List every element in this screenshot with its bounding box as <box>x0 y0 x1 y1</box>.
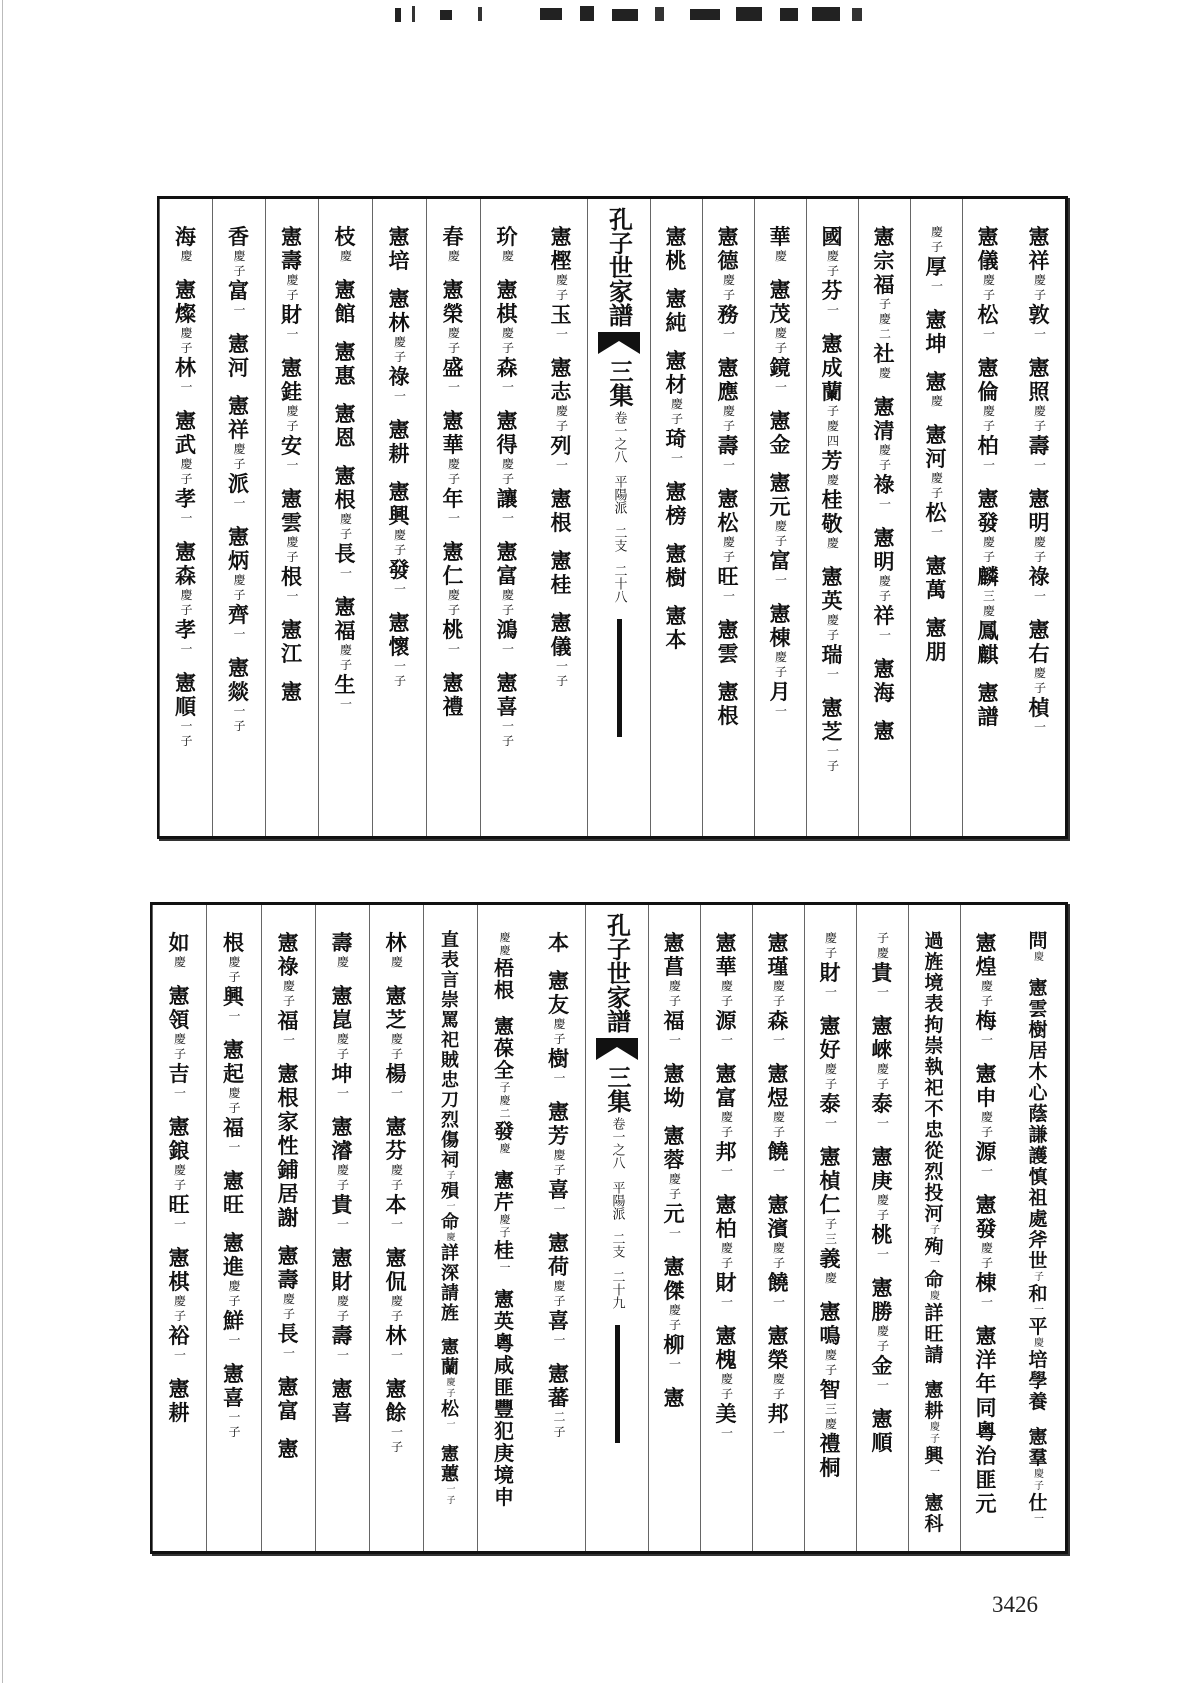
fishtail-mark-icon <box>598 332 640 354</box>
lineage-column: 憲 祿 慶 子 福 一 憲 根 家 性 鋪 居 謝 憲 壽 慶 子 長 一 憲 富 憲 <box>261 905 316 1551</box>
lineage-column: 憲 華 慶 子 源 一 憲 富 慶 子 邦 一 憲 柏 慶 子 財 一 憲 槐 慶 子 美 一 <box>700 905 753 1551</box>
lineage-column: 慶 子 財 一 憲 好 慶 子 泰 一 憲 楨 仁 子 三 義 慶 憲 鳴 慶 子 智 三 慶 禮 桐 <box>804 905 857 1551</box>
volume-label: 卷一之八 <box>609 1117 625 1169</box>
lineage-column: 憲 祥 慶 子 敦 一 憲 照 慶 子 壽 一 憲 明 慶 子 祿 一 憲 右 慶 子 楨 一 <box>1028 224 1052 734</box>
lineage-column: 林 慶 憲 芝 慶 子 楊 一 憲 芬 慶 子 本 一 憲 侃 慶 子 林 一 憲 餘 一 子 <box>369 905 424 1551</box>
lineage-column: 春 慶 憲 榮 慶 子 盛 一 憲 華 慶 子 年 一 憲 仁 慶 子 桃 一 憲 禮 <box>426 199 481 836</box>
branch-label: 平陽派 <box>609 1181 625 1220</box>
lineage-column: 玠 慶 憲 棋 慶 子 森 一 憲 得 慶 子 讓 一 憲 富 慶 子 鴻 一 憲 喜 一 子 <box>480 199 535 836</box>
section-label: 二支 <box>611 526 627 552</box>
lineage-column: 華 慶 憲 茂 慶 子 鏡 一 憲 金 憲 元 慶 子 富 一 憲 棟 慶 子 月 一 <box>754 199 807 836</box>
volume-label: 卷一之八 <box>611 411 627 463</box>
lineage-column: 憲 壽 慶 子 財 一 憲 銈 慶 子 安 一 憲 雲 慶 子 根 一 憲 江 憲 <box>265 199 319 836</box>
lineage-column: 本 憲 友 慶 子 樹 一 憲 芳 慶 子 喜 一 憲 荷 慶 子 喜 一 憲 蕃 二 子 <box>548 930 571 1439</box>
branch-label: 平陽派 <box>611 475 627 514</box>
genealogy-page-upper <box>157 196 1068 839</box>
lineage-column: 憲 樫 慶 子 玉 一 憲 志 慶 子 列 一 憲 根 憲 桂 憲 儀 一 子 <box>550 224 574 688</box>
lineage-column: 慶 子 厚 一 憲 坤 憲 慶 憲 河 慶 子 松 一 憲 萬 憲 朋 <box>910 199 963 836</box>
lineage-column: 憲 德 慶 子 務 一 憲 應 慶 子 壽 一 憲 松 慶 子 旺 一 憲 雲 憲 根 <box>702 199 755 836</box>
scan-left-edge <box>2 0 3 1683</box>
lineage-column: 過 旌 境 表 拘 崇 執 祀 不 忠 從 烈 投 河 子 殉 一 命 慶 詳 旺 請 憲 耕 慶 子 興 一 憲 科 <box>908 905 961 1551</box>
collection-label: 三集 <box>605 359 634 407</box>
page-number: 3426 <box>992 1592 1038 1617</box>
lineage-column: 根 慶 子 興 一 憲 起 慶 子 福 一 憲 旺 憲 進 慶 子 鮮 一 憲 喜 一 子 <box>206 905 262 1551</box>
lineage-column: 枝 慶 憲 館 憲 惠 憲 恩 憲 根 慶 子 長 一 憲 福 慶 子 生 一 <box>318 199 373 836</box>
lineage-column: 慶 慶 梧 根 憲 葆 全 子 慶 二 發 慶 憲 芹 慶 子 桂 一 憲 英 粵 咸 匪 豐 犯 庚 境 申 <box>477 905 532 1551</box>
lineage-column: 憲 桃 憲 純 憲 材 慶 子 琦 一 憲 榜 憲 樹 憲 本 <box>650 199 703 836</box>
fishtail-mark-icon <box>596 1038 638 1060</box>
lineage-column: 憲 菖 慶 子 福 一 憲 坳 憲 蓉 慶 子 元 一 憲 傑 慶 子 柳 一 憲 <box>648 905 701 1551</box>
center-rule <box>617 619 622 737</box>
lineage-column: 海 慶 憲 燦 慶 子 林 一 憲 武 慶 子 孝 一 憲 森 慶 子 孝 一 憲 順 一 子 <box>159 199 213 836</box>
lineage-column: 如 慶 憲 領 慶 子 吉 一 憲 鋃 慶 子 旺 一 憲 棋 慶 子 裕 一 憲 耕 <box>152 905 207 1551</box>
scan-top-edge-artifacts <box>0 0 1190 26</box>
center-rule <box>615 1325 620 1443</box>
lineage-column: 問 慶 憲 雲 樹 居 木 心 蔭 謙 護 慎 祖 處 斧 世 子 和 一 平 慶 培 學 養 憲 羣 慶 子 仕 一 <box>1028 930 1050 1525</box>
book-title: 孔子世家譜 <box>602 913 632 1033</box>
lineage-column: 憲 瑾 慶 子 森 一 憲 煜 慶 子 饒 一 憲 濱 慶 子 饒 一 憲 榮 慶 子 邦 一 <box>752 905 805 1551</box>
lineage-column: 香 慶 子 富 一 憲 河 憲 祥 慶 子 派 一 憲 炳 慶 子 齊 一 憲 燚 一 子 <box>212 199 266 836</box>
lineage-column: 憲 儀 慶 子 松 一 憲 倫 慶 子 柏 一 憲 發 慶 子 麟 三 慶 鳳 麒 憲 譜 <box>962 199 1015 836</box>
book-title: 孔子世家譜 <box>604 207 634 327</box>
lineage-column: 憲 煌 慶 子 梅 一 憲 申 慶 子 源 一 憲 發 慶 子 棟 一 憲 洋 年 同 粵 治 匪 元 <box>960 905 1013 1551</box>
center-title-column <box>587 199 651 836</box>
lineage-column: 壽 慶 憲 崑 慶 子 坤 一 憲 濬 慶 子 貴 一 憲 財 慶 子 壽 一 憲 喜 <box>315 905 370 1551</box>
folio-label: 二十八 <box>611 564 627 603</box>
lineage-column: 國 慶 子 芬 一 憲 成 蘭 子 慶 四 芳 慶 桂 敬 慶 憲 英 慶 子 瑞 一 憲 芝 一 子 <box>806 199 859 836</box>
section-label: 二支 <box>609 1232 625 1258</box>
lineage-column: 憲 宗 福 子 慶 二 社 慶 憲 清 慶 子 祿 一 憲 明 慶 子 祥 一 憲 海 憲 <box>858 199 911 836</box>
collection-label: 三集 <box>603 1065 632 1113</box>
lineage-column: 直 表 言 崇 罵 祀 賊 忠 刀 烈 傷 祠 子 殞 一 命 慶 詳 深 請 旌 憲 蘭 慶 子 松 一 憲 蕙 一 子 <box>423 905 478 1551</box>
genealogy-page-lower <box>150 902 1068 1554</box>
lineage-column: 子 慶 貴 一 憲 崍 慶 子 泰 一 憲 庚 慶 子 桃 一 憲 勝 慶 子 金 一 憲 順 <box>856 905 909 1551</box>
folio-label: 二十九 <box>609 1270 625 1309</box>
center-title-column <box>585 905 649 1551</box>
lineage-column: 憲 培 憲 林 慶 子 祿 一 憲 耕 憲 興 慶 子 發 一 憲 懷 一 子 <box>372 199 427 836</box>
